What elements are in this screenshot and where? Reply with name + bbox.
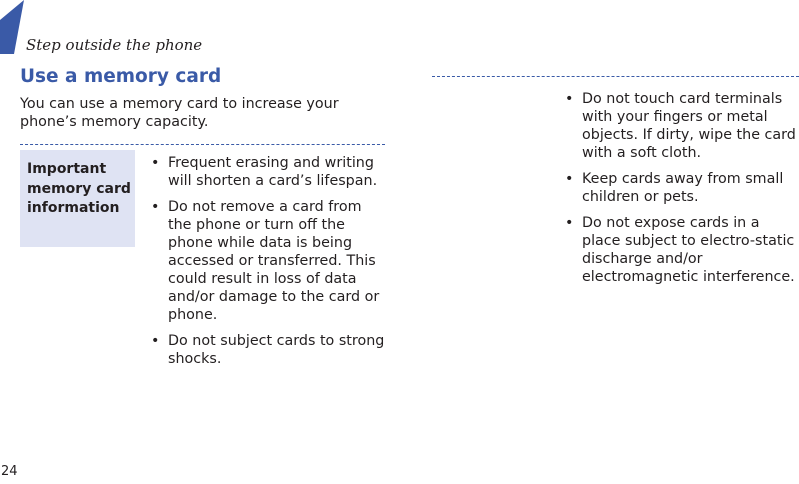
list-item: [146, 332, 386, 368]
page-number: 24: [1, 464, 18, 479]
info-label: Important memory card information: [27, 161, 131, 216]
bullet-icon: •: [151, 155, 160, 171]
bullet-text: Do not expose cards in a place subject to electro-static discharge and/or electromagnetic interference.: [582, 215, 795, 285]
bullet-icon: •: [151, 199, 160, 215]
bullet-text: Do not touch card terminals with your fingers or metal objects. If dirty, wipe the card with a soft cloth.: [582, 91, 796, 161]
bullet-text: Keep cards away from small children or pets.: [582, 171, 784, 205]
bullet-text: Frequent erasing and writing will shorten a card’s lifespan.: [168, 155, 378, 189]
bullet-text: Do not subject cards to strong shocks.: [168, 333, 385, 367]
bullet-icon: •: [151, 333, 160, 349]
list-item: [560, 170, 798, 206]
divider-left: [20, 144, 385, 145]
list-item: [146, 154, 386, 190]
bullet-icon: •: [565, 91, 574, 107]
bullet-text: Do not remove a card from the phone or turn off the phone while data is being accessed or transferred. This could result in loss of data and/or damage to the card or phone.: [168, 199, 380, 323]
divider-right: [432, 76, 799, 77]
section-title: Use a memory card: [20, 66, 222, 87]
intro-paragraph: You can use a memory card to increase your phone’s memory capacity.: [20, 96, 339, 130]
left-bullet-list: [146, 154, 386, 376]
bullet-icon: •: [565, 171, 574, 187]
bullet-icon: •: [565, 215, 574, 231]
list-item: [146, 198, 386, 324]
list-item: [560, 90, 798, 162]
list-item: [560, 214, 798, 286]
running-header: Step outside the phone: [26, 36, 203, 54]
right-bullet-list: [560, 90, 798, 294]
info-label-box: [20, 150, 135, 247]
